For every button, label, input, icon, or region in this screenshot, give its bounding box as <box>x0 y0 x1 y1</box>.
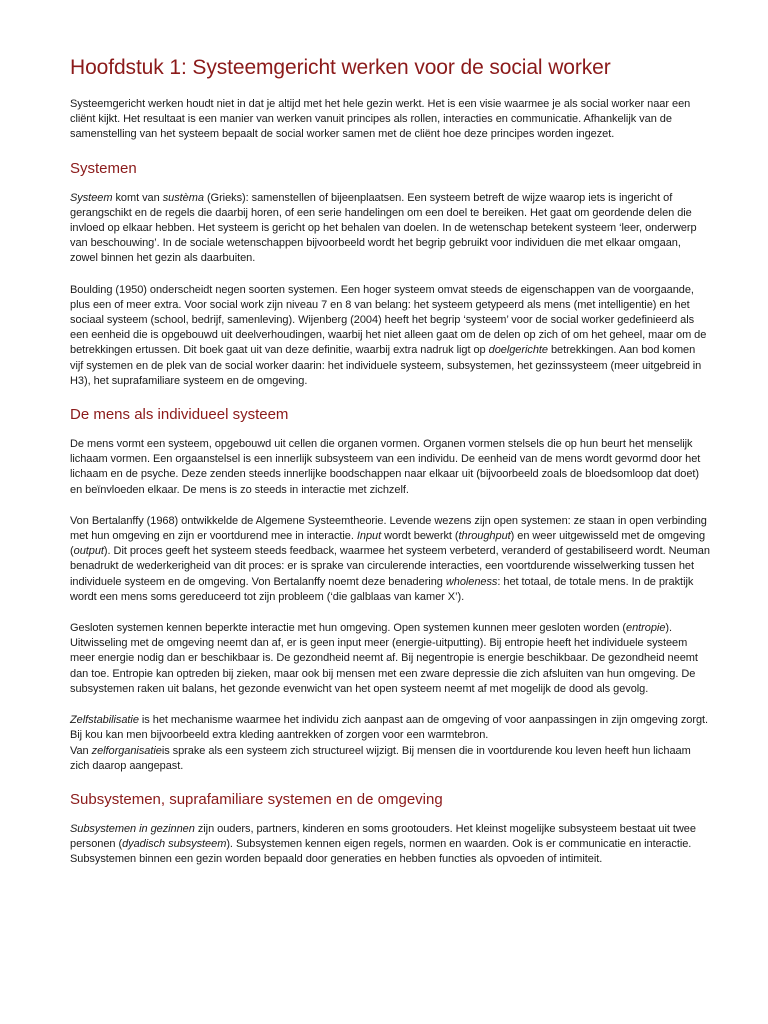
term-zelfstabilisatie: Zelfstabilisatie <box>70 714 139 727</box>
mens-paragraph-4: Zelfstabilisatie is het mechanisme waarmee het individu zich aanpast aan de omgeving of voor aanpassingen in zijn omgeving zorgt. Bij kou kan men bijvoorbeeld extra kleding aantrekken of zorgen voor een warmtebron. Van zelforganisatieis sprake als een systeem zich structureel wijzigt. Bij mensen die in voortdurende kou leven heeft hun lichaam zich daarop aangepast. <box>70 714 709 772</box>
mens-paragraph-1: De mens vormt een systeem, opgebouwd uit cellen die organen vormen. Organen vormen stelsels die op hun beurt het menselijk lichaam vormen. Een orgaanstelsel is een innerlijk subsysteem van een individu. De eenheid van de mens wordt gevormd door het lichaam en de psyche. Deze zenden steeds innerlijke boodschappen naar elkaar uit (bijvoorbeeld zoals de bloedsomloop dat doet) en beïnvloeden elkaar. De mens is zo steeds in interactie met zichzelf. <box>70 438 701 496</box>
term-wholeness: wholeness <box>445 575 498 588</box>
term-dyadisch-subsysteem: dyadisch subsysteem <box>122 838 227 851</box>
term-zelforganisatie: zelforganisatie <box>91 744 162 757</box>
mens-paragraph-3: Gesloten systemen kennen beperkte interactie met hun omgeving. Open systemen kunnen meer gesloten worden (entropie). Uitwisseling met de omgeving neemt dan af, er is geen input meer (energie-uitputting). Bij entropie heeft het individuele systeem meer energie nodig dan er beschikbaar is. De gezondheid neemt af. Bij negentropie is energie beschikbaar. De gezondheid neemt dan toe. Entropie kan optreden bij zieken, maar ook bij mensen met een zware depressie die zich afsluiten van hun omgeving. De subsystemen raken uit balans, het gezonde evenwicht van het open systeem neemt af met mogelijk de dood als gevolg. <box>70 622 698 695</box>
chapter-title: Hoofdstuk 1: Systeemgericht werken voor de social worker <box>70 56 611 79</box>
intro-paragraph: Systeemgericht werken houdt niet in dat je altijd met het hele gezin werkt. Het is een visie waarmee je als social worker naar een cliënt kijkt. Het resultaat is een manier van werken vanuit principes als rollen, interacties en communicatie. Afhankelijk van de samenstelling van het systeem bepaalt de social worker samen met de cliënt hoe deze principes worden ingezet. <box>70 98 691 141</box>
heading-systemen: Systemen <box>70 159 137 177</box>
term-input: Input <box>356 530 382 543</box>
mens-paragraph-2: Von Bertalanffy (1968) ontwikkelde de Algemene Systeemtheorie. Levende wezens zijn open systemen: ze staan in open verbinding met hun omgeving en zijn er voortdurend mee in interactie. Input wordt bewerkt (throughput) en weer uitgewisseld met de omgeving (output). Dit proces geeft het systeem steeds feedback, waarmee het systeem verbeterd, veranderd of gestabiliseerd wordt. Neuman benadrukt de wederkerigheid van dit proces: er is sprake van circulerende interacties, een voortdurende wisselwerking tussen het individuele systeem en de omgeving. Von Bertalanffy noemt deze benadering wholeness: het totaal, de totale mens. In de praktijk wordt een mens soms gereduceerd tot zijn probleem (‘die galblaas van kamer X’). <box>70 514 710 603</box>
term-sustema: sustèma <box>162 191 204 204</box>
term-output: output <box>73 545 104 558</box>
term-doelgerichte: doelgerichte <box>488 344 548 357</box>
heading-mens: De mens als individueel systeem <box>70 406 289 424</box>
term-systeem: Systeem <box>70 191 113 204</box>
heading-subsystemen: Subsystemen, suprafamiliare systemen en de omgeving <box>70 790 443 808</box>
systemen-paragraph-2: Boulding (1950) onderscheidt negen soorten systemen. Een hoger systeem omvat steeds de eigenschappen van de voorgaande, plus een of meer extra. Voor social work zijn niveau 7 en 8 van belang: het systeem getypeerd als mens (met intelligentie) en het sociaal systeem (school, bedrijf, samenleving). Wijenberg (2004) heeft het begrip ‘systeem’ voor de social worker gedefinieerd als een eenheid die is opgebouwd uit deelverhoudingen, waarbij het niet alleen gaat om de delen op zich of om het geheel, maar om de betrekkingen ertussen. Dit boek gaat uit van deze definitie, waarbij extra nadruk ligt op doelgerichte betrekkingen. Aan bod komen vijf systemen en de plek van de social worker daarin: het individuele systeem, subsystemen, het gezinssysteem (meer uitgebreid in H3), het suprafamiliare systeem en de omgeving. <box>70 283 707 387</box>
systemen-paragraph-1: Systeem komt van sustèma (Grieks): samenstellen of bijeenplaatsen. Een systeem betreft de wijze waarop iets is ingericht of gerangschikt en de regels die daarbij horen, of een serie handelingen om een doel te bereiken. Het gaat om geordende delen die invloed op elkaar hebben. Het systeem is gericht op het behalen van doelen. In de wetenschap betekent systeem ‘leer, onderwerp van beschouwing’. In de sociale wetenschappen bijvoorbeeld wordt het begrip gebruikt voor individuen die met elkaar omgaan, zowel binnen het gezin als daarbuiten. <box>70 191 697 265</box>
term-entropie: entropie <box>626 622 666 635</box>
document-page <box>70 55 710 884</box>
subsystemen-paragraph-1: Subsystemen in gezinnen zijn ouders, partners, kinderen en soms grootouders. Het kleinst mogelijke subsysteem bestaat uit twee personen (dyadisch subsysteem). Subsystemen kennen eigen regels, normen en waarden. Ook is er communicatie en interactie. Subsystemen binnen een gezin worden bepaald door generaties en hebben functies als opvoeden of intimiteit. <box>70 822 696 866</box>
term-throughput: throughput <box>458 530 511 543</box>
term-subsystemen-in-gezinnen: Subsystemen in gezinnen <box>70 822 195 835</box>
